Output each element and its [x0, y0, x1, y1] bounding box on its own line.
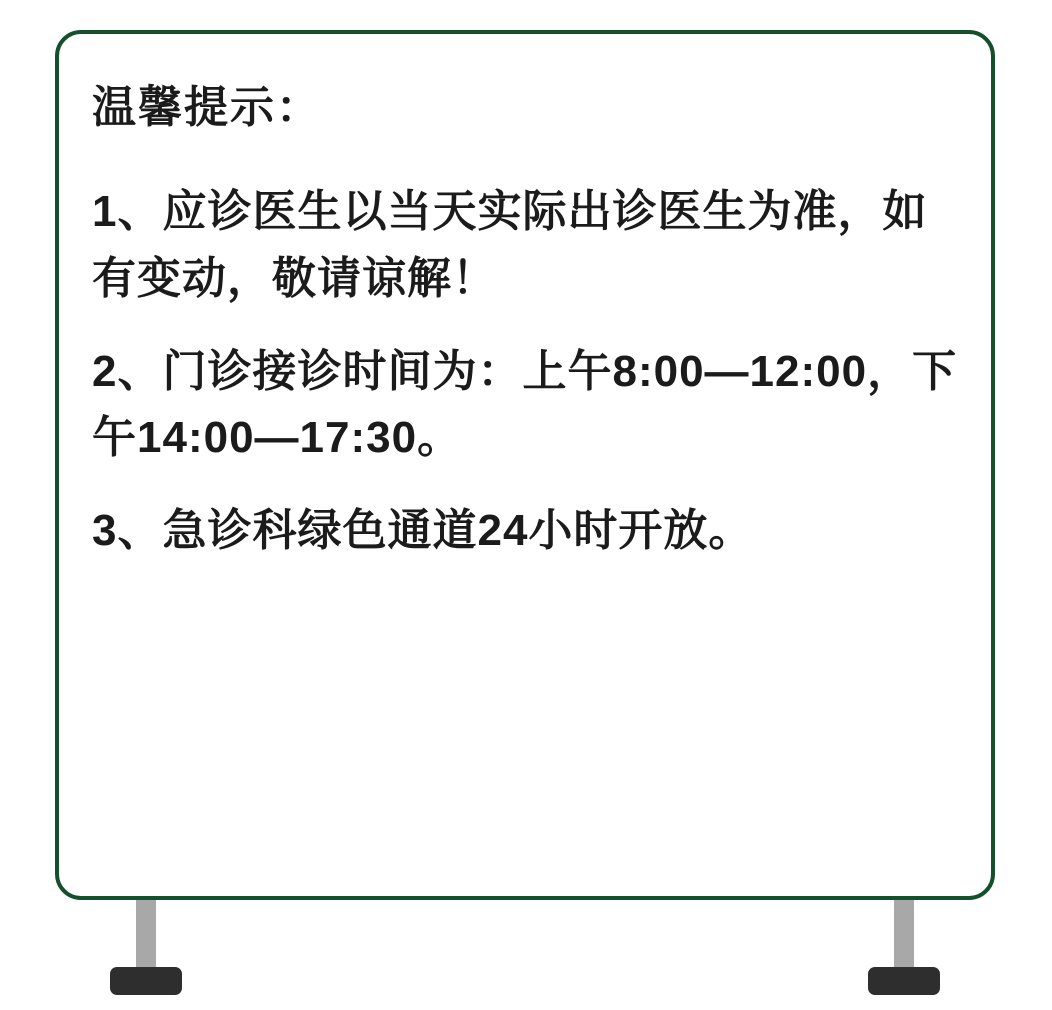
list-item: 2、门诊接诊时间为：上午8:00—12:00，下午14:00—17:30。 [92, 346, 958, 463]
stand-cap-bottom [868, 967, 940, 995]
list-item: 1、应诊医生以当天实际出诊医生为准，如有变动，敬请谅解！ [92, 186, 928, 303]
notice-list [92, 179, 961, 565]
stand-cap-bottom [110, 967, 182, 995]
notice-board-content [92, 82, 961, 565]
notice-title: 温馨提示： [92, 83, 322, 132]
notice-board [55, 30, 995, 900]
list-item: 3、急诊科绿色通道24小时开放。 [92, 506, 754, 556]
